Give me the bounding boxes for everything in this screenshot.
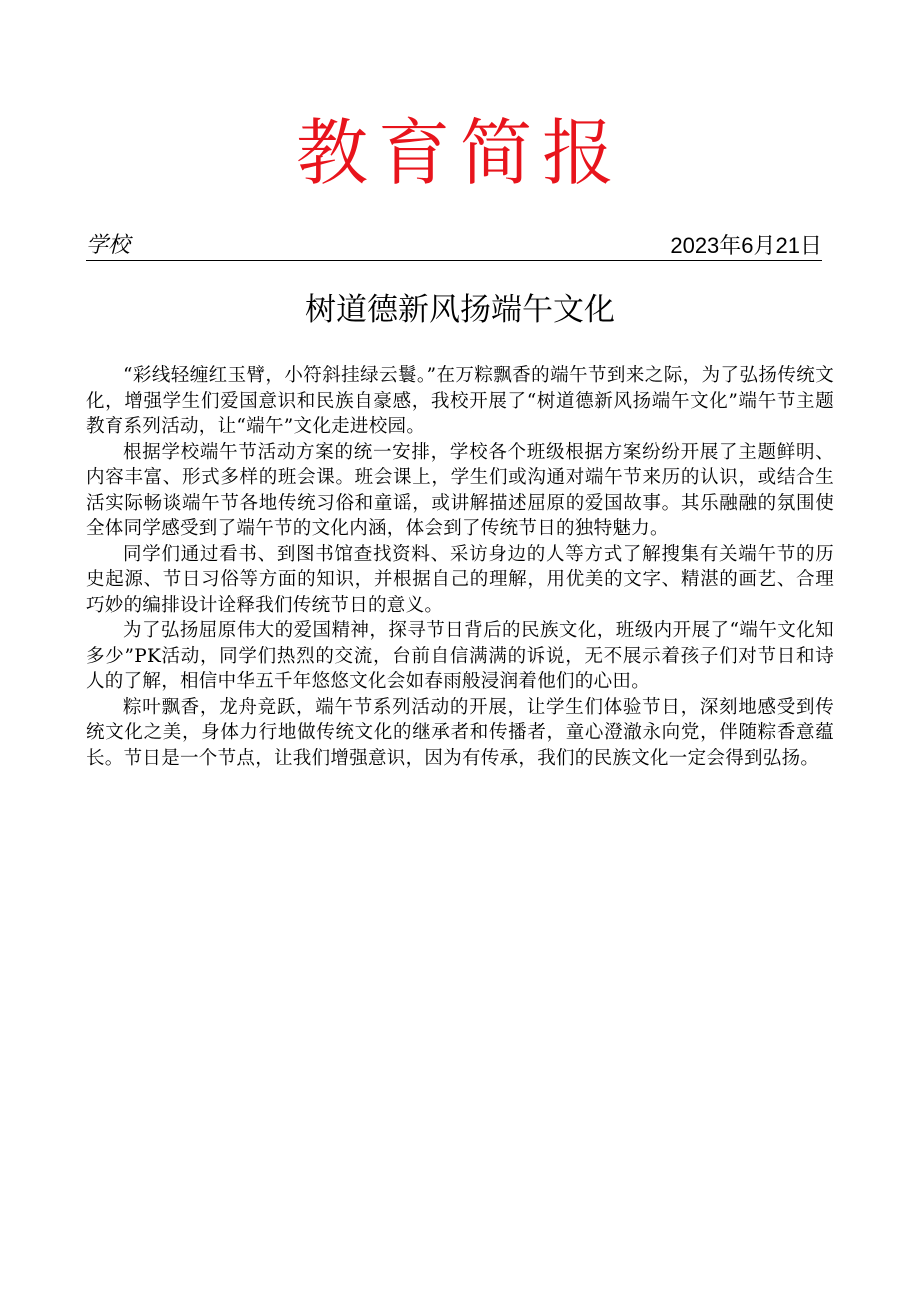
info-line (86, 232, 822, 261)
masthead-title: 教育简报 (295, 111, 624, 195)
paragraph-5: 粽叶飘香，龙舟竞跃，端午节系列活动的开展，让学生们体验节日，深刻地感受到传统文化之美，身体力行地做传统文化的继承者和传播者，童心澄澈永向党，伴随粽香意蕴长。节日是一个节点，让我们增强意识，因为有传承，我们的民族文化一定会得到弘扬。 (86, 696, 834, 769)
school-label: 学校 (86, 233, 131, 258)
article-body (86, 363, 834, 771)
paragraph-4: 为了弘扬屈原伟大的爱国精神，探寻节日背后的民族文化，班级内开展了“端午文化知多少”PK活动，同学们热烈的交流，台前自信满满的诉说，无不展示着孩子们对节日和诗人的了解，相信中华五千年悠悠文化会如春雨般浸润着他们的心田。 (86, 620, 834, 692)
issue-date: 2023年6月21日 (670, 233, 822, 258)
paragraph-3: 同学们通过看书、到图书馆查找资料、采访身边的人等方式了解搜集有关端午节的历史起源、节日习俗等方面的知识，并根据自己的理解，用优美的文字、精湛的画艺、合理巧妙的编排设计诠释我们传统节日的意义。 (86, 543, 834, 616)
paragraph-2: 根据学校端午节活动方案的统一安排，学校各个班级根据方案纷纷开展了主题鲜明、内容丰富、形式多样的班会课。班会课上，学生们或沟通对端午节来历的认识，或结合生活实际畅谈端午节各地传统习俗和童谣，或讲解描述屈原的爱国故事。其乐融融的氛围使全体同学感受到了端午节的文化内涵，体会到了传统节日的独特魅力。 (86, 441, 834, 539)
paragraph-1: “彩线轻缠红玉臂，小符斜挂绿云鬟。”在万粽飘香的端午节到来之际，为了弘扬传统文化，增强学生们爱国意识和民族自豪感，我校开展了“树道德新风扬端午文化”端午节主题教育系列活动，让“端午”文化走进校园。 (86, 365, 834, 437)
article-headline: 树道德新风扬端午文化 (305, 292, 615, 328)
